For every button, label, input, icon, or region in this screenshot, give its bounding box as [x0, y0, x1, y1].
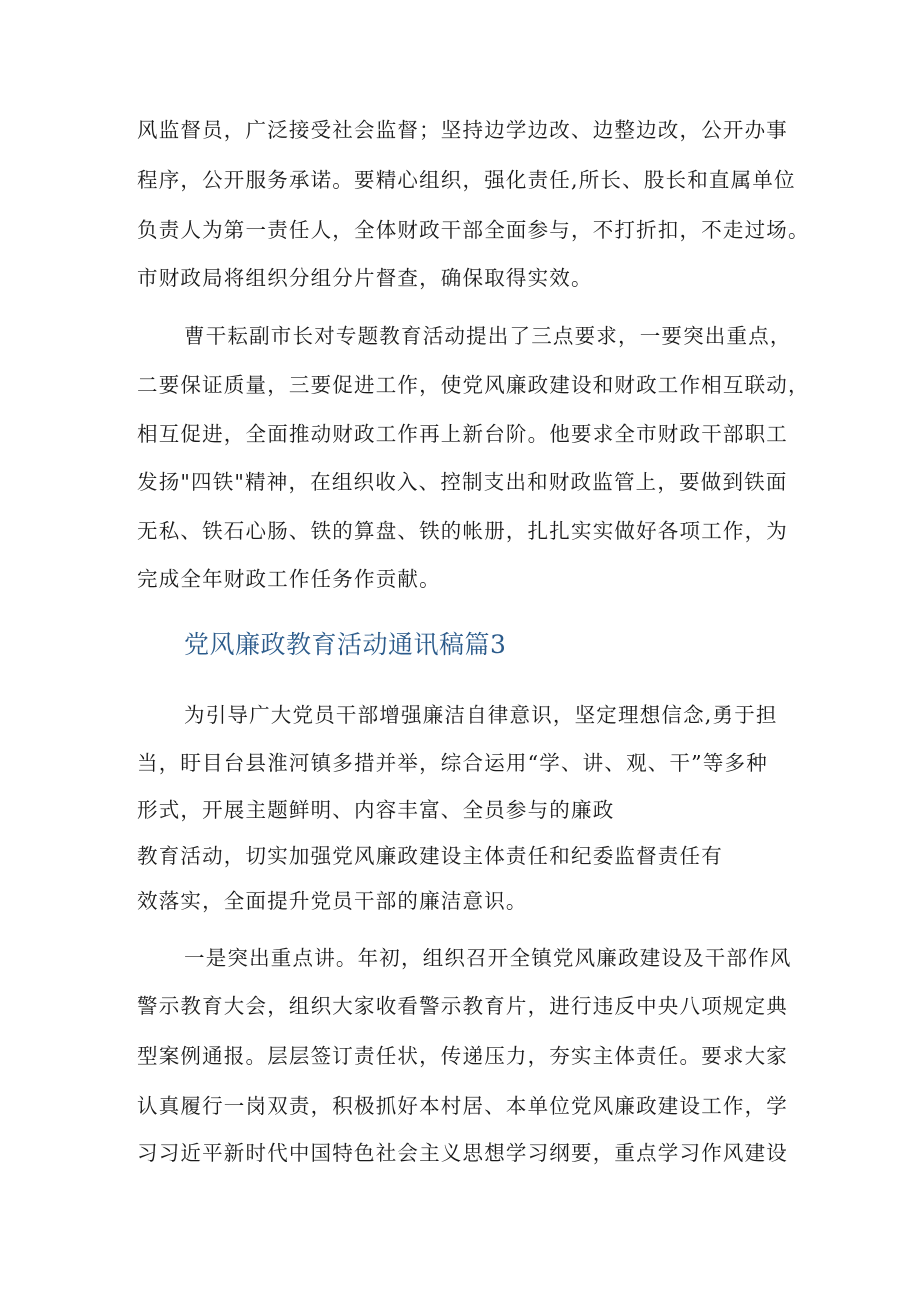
- paragraph-2-line-5: 无私、铁石心肠、铁的算盘、铁的帐册，扎扎实实做好各项工作，为: [137, 519, 788, 543]
- paragraph-2-line-2: 二要保证质量，三要促进工作，使党风廉政建设和财政工作相互联动，: [137, 373, 810, 397]
- paragraph-2-line-1: 曹干耘副市长对专题教育活动提出了三点要求，一要突出重点，: [184, 324, 792, 348]
- paragraph-3-line-3: 形式，开展主题鲜明、内容丰富、全员参与的廉政: [137, 798, 615, 822]
- paragraph-4-line-5: 习习近平新时代中国特色社会主义思想学习纲要，重点学习作风建设: [137, 1141, 788, 1165]
- paragraph-1-line-2: 程序，公开服务承诺。要精心组织，强化责任,所长、股长和直属单位: [137, 168, 796, 192]
- paragraph-1-line-1: 风监督员，广泛接受社会监督；坚持边学边改、边整边改，公开办事: [137, 118, 788, 142]
- paragraph-3-line-5: 效落实，全面提升党员干部的廉洁意识。: [137, 889, 528, 913]
- paragraph-2-line-3: 相互促进，全面推动财政工作再上新台阶。他要求全市财政干部职工: [137, 422, 788, 446]
- paragraph-1-line-3: 负责人为第一责任人，全体财政干部全面参与，不打折扣，不走过场。: [137, 218, 810, 242]
- section-title: 党风廉政教育活动通讯稿篇3: [184, 630, 507, 659]
- paragraph-1-line-4: 市财政局将组织分组分片督查，确保取得实效。: [137, 266, 593, 290]
- paragraph-3-line-2: 当，盱目台县淮河镇多措并举，综合运用“学、讲、观、干”等多种: [137, 751, 768, 775]
- paragraph-4-line-4: 认真履行一岗双责，积极抓好本村居、本单位党风廉政建设工作，学: [137, 1094, 788, 1118]
- paragraph-3-line-4: 教育活动，切实加强党风廉政建设主体责任和纪委监督责任有: [137, 844, 723, 868]
- paragraph-2-line-4: 发扬"四铁"精神，在组织收入、控制支出和财政监管上，要做到铁面: [137, 470, 788, 494]
- paragraph-2-line-6: 完成全年财政工作任务作贡献。: [137, 567, 441, 591]
- paragraph-4-line-1: 一是突出重点讲。年初，组织召开全镇党风廉政建设及干部作风: [184, 946, 792, 970]
- paragraph-3-line-1: 为引导广大党员干部增强廉洁自律意识，坚定理想信念,勇于担: [184, 703, 778, 727]
- paragraph-4-line-3: 型案例通报。层层签订责任状，传递压力，夯实主体责任。要求大家: [137, 1044, 788, 1068]
- paragraph-4-line-2: 警示教育大会，组织大家收看警示教育片，进行违反中央八项规定典: [137, 994, 788, 1018]
